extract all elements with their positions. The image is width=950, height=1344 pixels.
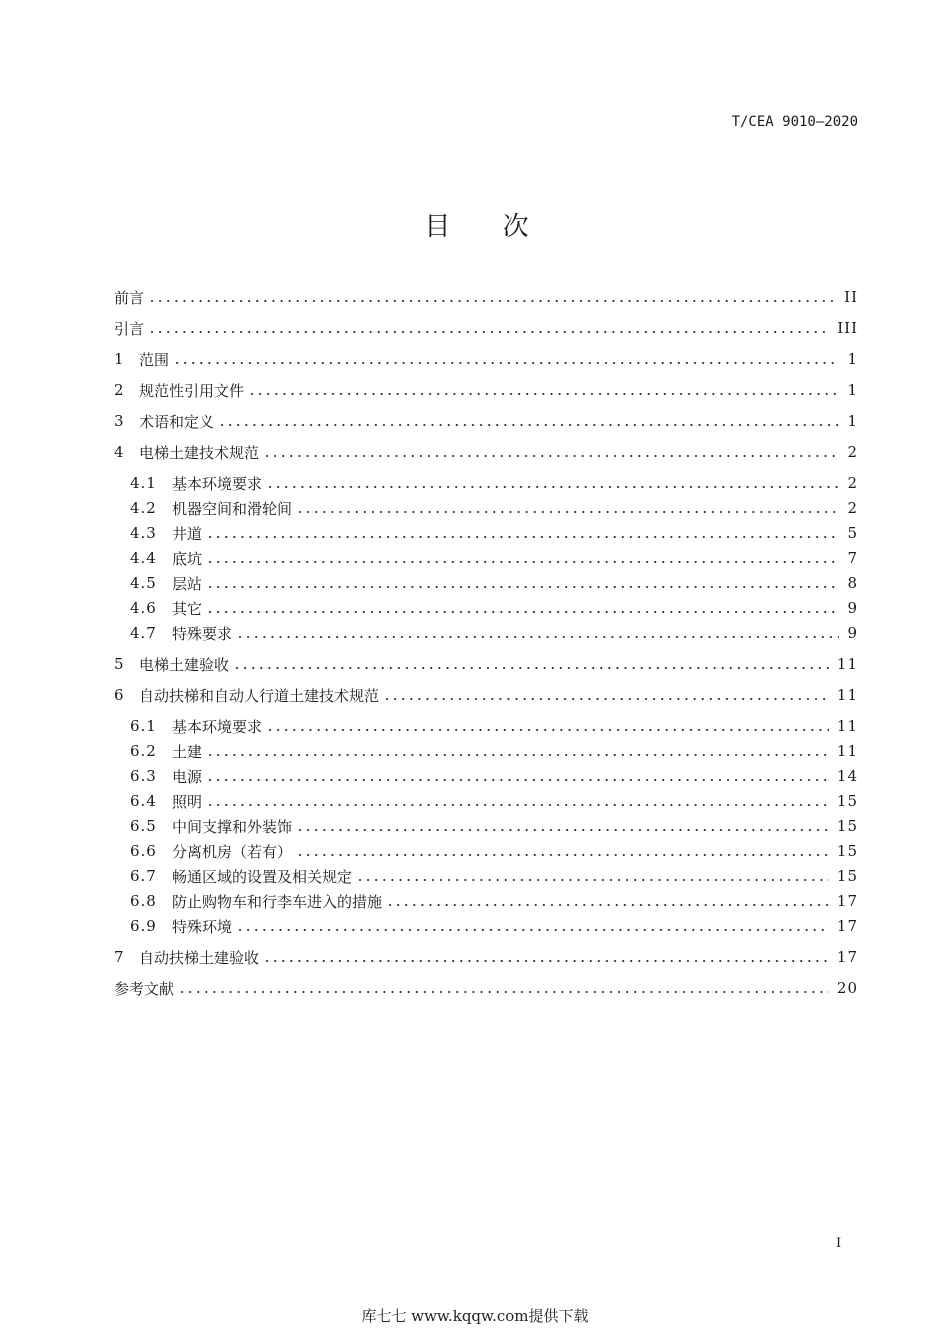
toc-entry[interactable]: [114, 814, 858, 839]
toc-entry[interactable]: [114, 282, 858, 313]
toc-entry-page: 5: [847, 524, 858, 542]
toc-entry-page: 9: [847, 599, 858, 617]
toc-entry[interactable]: [114, 764, 858, 789]
toc-entry-number: 4.2: [130, 499, 157, 517]
toc-entry[interactable]: [114, 546, 858, 571]
toc-entry[interactable]: [114, 973, 858, 1004]
toc-entry[interactable]: [114, 889, 858, 914]
toc-dot-leader: [148, 330, 829, 334]
toc-entry-number: 4.1: [130, 474, 157, 492]
toc-entry-label: 其它: [172, 599, 203, 618]
toc-entry[interactable]: [114, 471, 858, 496]
toc-entry[interactable]: [114, 344, 858, 375]
toc-dot-leader: [178, 990, 829, 994]
toc-dot-leader: [248, 392, 839, 396]
toc-entry-label: 自动扶梯土建验收: [139, 948, 260, 967]
toc-entry-label: 土建: [172, 742, 203, 761]
toc-entry-page: 15: [836, 817, 858, 835]
toc-entry-label: 术语和定义: [139, 412, 215, 431]
toc-dot-leader: [206, 610, 839, 614]
toc-entry-number: 6.5: [130, 817, 157, 835]
toc-entry-page: 11: [836, 686, 858, 704]
toc-entry-number: 4: [114, 443, 124, 461]
toc-entry-page: II: [844, 288, 858, 306]
toc-entry[interactable]: [114, 789, 858, 814]
toc-entry-label: 特殊环境: [172, 917, 233, 936]
toc-entry[interactable]: [114, 914, 858, 939]
toc-entry-page: 8: [847, 574, 858, 592]
toc-entry-page: 15: [836, 792, 858, 810]
toc-entry[interactable]: [114, 621, 858, 646]
toc-entry-page: 20: [836, 979, 858, 997]
toc-dot-leader: [206, 560, 839, 564]
toc-entry-label: 畅通区域的设置及相关规定: [172, 867, 353, 886]
toc-entry-page: 17: [836, 892, 858, 910]
toc-entry-label: 规范性引用文件: [139, 381, 245, 400]
toc-entry[interactable]: [114, 496, 858, 521]
toc-entry-page: 2: [847, 474, 858, 492]
toc-entry-label: 基本环境要求: [172, 717, 263, 736]
toc-entry-page: 17: [836, 948, 858, 966]
page-number: I: [836, 1236, 842, 1251]
toc-dot-leader: [296, 510, 839, 514]
toc-dot-leader: [266, 728, 829, 732]
toc-entry-page: 1: [847, 412, 858, 430]
toc-entry[interactable]: [114, 521, 858, 546]
toc-dot-leader: [206, 753, 829, 757]
toc-entry[interactable]: [114, 375, 858, 406]
toc-dot-leader: [236, 635, 839, 639]
toc-dot-leader: [233, 666, 829, 670]
toc-dot-leader: [206, 535, 839, 539]
toc-entry[interactable]: [114, 313, 858, 344]
toc-entry-page: 15: [836, 867, 858, 885]
toc-dot-leader: [236, 928, 829, 932]
toc-entry[interactable]: [114, 437, 858, 468]
toc-entry-label: 范围: [139, 350, 170, 369]
toc-entry-label: 机器空间和滑轮间: [172, 499, 293, 518]
toc-dot-leader: [296, 853, 829, 857]
toc-entry-number: 4.5: [130, 574, 157, 592]
toc-dot-leader: [386, 903, 829, 907]
page-title: 目 次: [424, 212, 551, 242]
toc-dot-leader: [296, 828, 829, 832]
toc-entry-number: 6.3: [130, 767, 157, 785]
toc-entry-page: 2: [847, 443, 858, 461]
toc-entry-page: 9: [847, 624, 858, 642]
toc-entry-page: 11: [836, 655, 858, 673]
toc-entry-number: 2: [114, 381, 124, 399]
toc-entry-number: 6.9: [130, 917, 157, 935]
footer-watermark: 库七七 www.kqqw.com提供下载: [361, 1307, 589, 1325]
toc-entry-label: 分离机房（若有）: [172, 842, 293, 861]
toc-entry[interactable]: [114, 864, 858, 889]
toc-entry-number: 4.7: [130, 624, 157, 642]
toc-entry-page: 2: [847, 499, 858, 517]
toc-entry-label: 前言: [114, 288, 145, 307]
toc-dot-leader: [148, 299, 836, 303]
toc-entry-number: 6.6: [130, 842, 157, 860]
toc-entry-page: 15: [836, 842, 858, 860]
toc-entry-number: 4.6: [130, 599, 157, 617]
toc-entry-label: 层站: [172, 574, 203, 593]
toc-entry-number: 6.2: [130, 742, 157, 760]
toc-entry-number: 6.4: [130, 792, 157, 810]
toc-entry-number: 6: [114, 686, 124, 704]
toc-entry-label: 自动扶梯和自动人行道土建技术规范: [139, 686, 380, 705]
toc-entry-label: 电梯土建技术规范: [139, 443, 260, 462]
toc-entry-label: 防止购物车和行李车进入的措施: [172, 892, 383, 911]
toc-entry-number: 5: [114, 655, 124, 673]
toc-entry-page: III: [837, 319, 858, 337]
toc-entry-number: 4.4: [130, 549, 157, 567]
toc-entry-label: 电梯土建验收: [139, 655, 230, 674]
toc-entry[interactable]: [114, 942, 858, 973]
toc-entry[interactable]: [114, 680, 858, 711]
toc-entry-label: 中间支撑和外装饰: [172, 817, 293, 836]
toc-entry[interactable]: [114, 714, 858, 739]
toc-entry-number: 6.1: [130, 717, 157, 735]
toc-entry-page: 1: [847, 381, 858, 399]
toc-entry-number: 7: [114, 948, 124, 966]
toc-entry-label: 特殊要求: [172, 624, 233, 643]
toc-dot-leader: [356, 878, 829, 882]
toc-entry-number: 4.3: [130, 524, 157, 542]
toc-entry-label: 引言: [114, 319, 145, 338]
toc-entry[interactable]: [114, 596, 858, 621]
toc-entry-label: 电源: [172, 767, 203, 786]
toc-entry-number: 6.7: [130, 867, 157, 885]
toc-entry-label: 井道: [172, 524, 203, 543]
toc-entry-label: 底坑: [172, 549, 203, 568]
toc-entry-page: 11: [836, 717, 858, 735]
toc-entry-label: 参考文献: [114, 979, 175, 998]
toc-entry-page: 11: [836, 742, 858, 760]
toc-entry-label: 基本环境要求: [172, 474, 263, 493]
toc-dot-leader: [206, 803, 829, 807]
toc-entry[interactable]: [114, 739, 858, 764]
toc-entry[interactable]: [114, 839, 858, 864]
toc-dot-leader: [206, 778, 829, 782]
standard-code: T/CEA 9010—2020: [731, 114, 858, 130]
toc-dot-leader: [206, 585, 839, 589]
toc-entry-page: 7: [847, 549, 858, 567]
toc-entry[interactable]: [114, 406, 858, 437]
toc-entry-page: 1: [847, 350, 858, 368]
toc-entry[interactable]: [114, 649, 858, 680]
table-of-contents: [114, 282, 858, 1004]
toc-dot-leader: [263, 454, 839, 458]
toc-entry-number: 6.8: [130, 892, 157, 910]
toc-entry-number: 3: [114, 412, 124, 430]
toc-dot-leader: [383, 697, 829, 701]
toc-entry-label: 照明: [172, 792, 203, 811]
toc-entry[interactable]: [114, 571, 858, 596]
toc-dot-leader: [266, 485, 839, 489]
toc-entry-page: 17: [836, 917, 858, 935]
toc-dot-leader: [218, 423, 839, 427]
toc-dot-leader: [173, 361, 839, 365]
toc-dot-leader: [263, 959, 829, 963]
toc-entry-page: 14: [836, 767, 858, 785]
toc-entry-number: 1: [114, 350, 124, 368]
